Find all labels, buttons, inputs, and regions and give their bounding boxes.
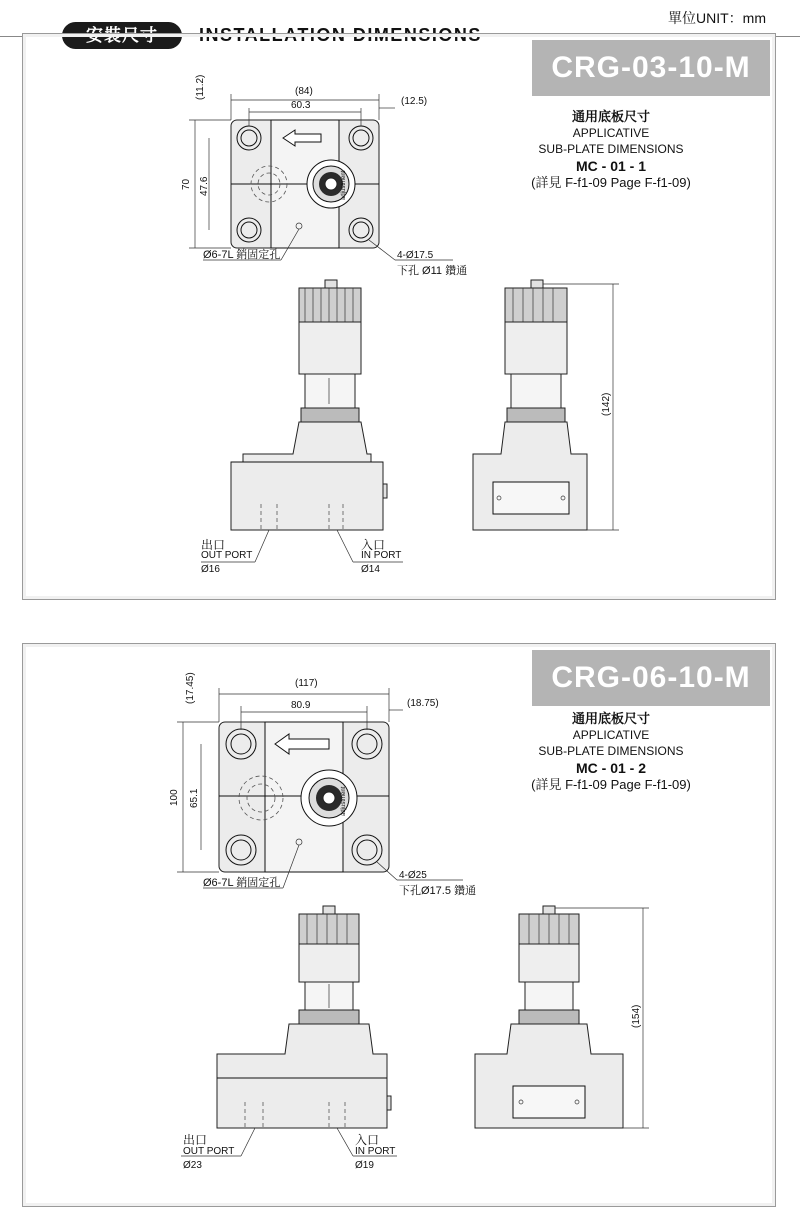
in-d: Ø14 <box>361 564 380 575</box>
dim-height-total: 70 <box>181 178 192 190</box>
model-title: CRG-06-10-M <box>532 650 770 706</box>
out-zh: 出口 <box>183 1133 208 1147</box>
front-view <box>201 280 403 575</box>
subplate-ref: (詳見 F-f1-09 Page F-f1-09) <box>531 777 691 792</box>
front-view <box>181 906 397 1171</box>
subplate-ref: (詳見 F-f1-09 Page F-f1-09) <box>531 175 691 190</box>
subplate-en1: APPLICATIVE <box>572 126 650 140</box>
subplate-code: MC - 01 - 1 <box>575 158 646 174</box>
dim-height-inner: 65.1 <box>189 788 200 808</box>
model-title: CRG-03-10-M <box>532 40 770 96</box>
pin-hole-label: Ø6-7L 銷固定孔 <box>203 877 281 889</box>
out-en: OUT PORT <box>183 1146 235 1157</box>
out-en: OUT PORT <box>201 550 253 561</box>
subplate-en1: APPLICATIVE <box>572 728 650 742</box>
section-crg-06 <box>22 643 776 1207</box>
dim-right: (18.75) <box>407 698 439 709</box>
holes-label: 4-Ø17.5 <box>397 250 434 261</box>
subplate-en2: SUB-PLATE DIMENSIONS <box>538 744 684 758</box>
out-d: Ø16 <box>201 564 220 575</box>
dim-width-total: (117) <box>295 678 318 689</box>
top-view <box>181 75 467 277</box>
dim-width-total: (84) <box>295 86 313 97</box>
subplate-code: MC - 01 - 2 <box>575 760 646 776</box>
in-zh: 入口 <box>361 538 386 552</box>
side-view <box>475 906 649 1128</box>
drawing-crg-06 <box>23 644 775 1206</box>
dial-label: adjustment <box>341 170 347 200</box>
holes-sub-label: 下孔 Ø11 鑽通 <box>397 265 468 277</box>
subplate-en2: SUB-PLATE DIMENSIONS <box>538 142 684 156</box>
dim-width-inner: 80.9 <box>291 700 311 711</box>
side-view <box>473 280 619 530</box>
pin-hole-label: Ø6-7L 銷固定孔 <box>203 249 281 261</box>
subplate-zh: 通用底板尺寸 <box>571 109 650 124</box>
subplate-zh: 通用底板尺寸 <box>571 711 650 726</box>
holes-sub-label: 下孔Ø17.5 鑽通 <box>399 885 477 897</box>
in-d: Ø19 <box>355 1160 374 1171</box>
dim-height-total: 100 <box>169 789 180 806</box>
dim-width-inner: 60.3 <box>291 100 311 111</box>
out-zh: 出口 <box>201 538 226 552</box>
drawing-crg-03 <box>23 34 775 599</box>
unit-label: 單位UNIT：mm <box>668 10 766 26</box>
dim-right: (12.5) <box>401 96 428 107</box>
dim-top-left: (11.2) <box>195 74 206 100</box>
out-d: Ø23 <box>183 1160 202 1171</box>
header-title-en: INSTALLATION DIMENSIONS <box>195 22 492 49</box>
dim-top-left: (17.45) <box>185 672 196 704</box>
top-view <box>169 672 476 897</box>
in-en: IN PORT <box>361 550 402 561</box>
dial-label: adjustment <box>341 786 347 816</box>
dim-side-height: (142) <box>601 392 612 416</box>
dim-side-height: (154) <box>631 1004 642 1028</box>
in-zh: 入口 <box>355 1133 380 1147</box>
in-en: IN PORT <box>355 1146 396 1157</box>
dim-height-inner: 47.6 <box>199 176 210 196</box>
holes-label: 4-Ø25 <box>399 870 427 881</box>
header-title-zh: 安裝尺寸 <box>62 22 182 49</box>
section-crg-03 <box>22 33 776 600</box>
